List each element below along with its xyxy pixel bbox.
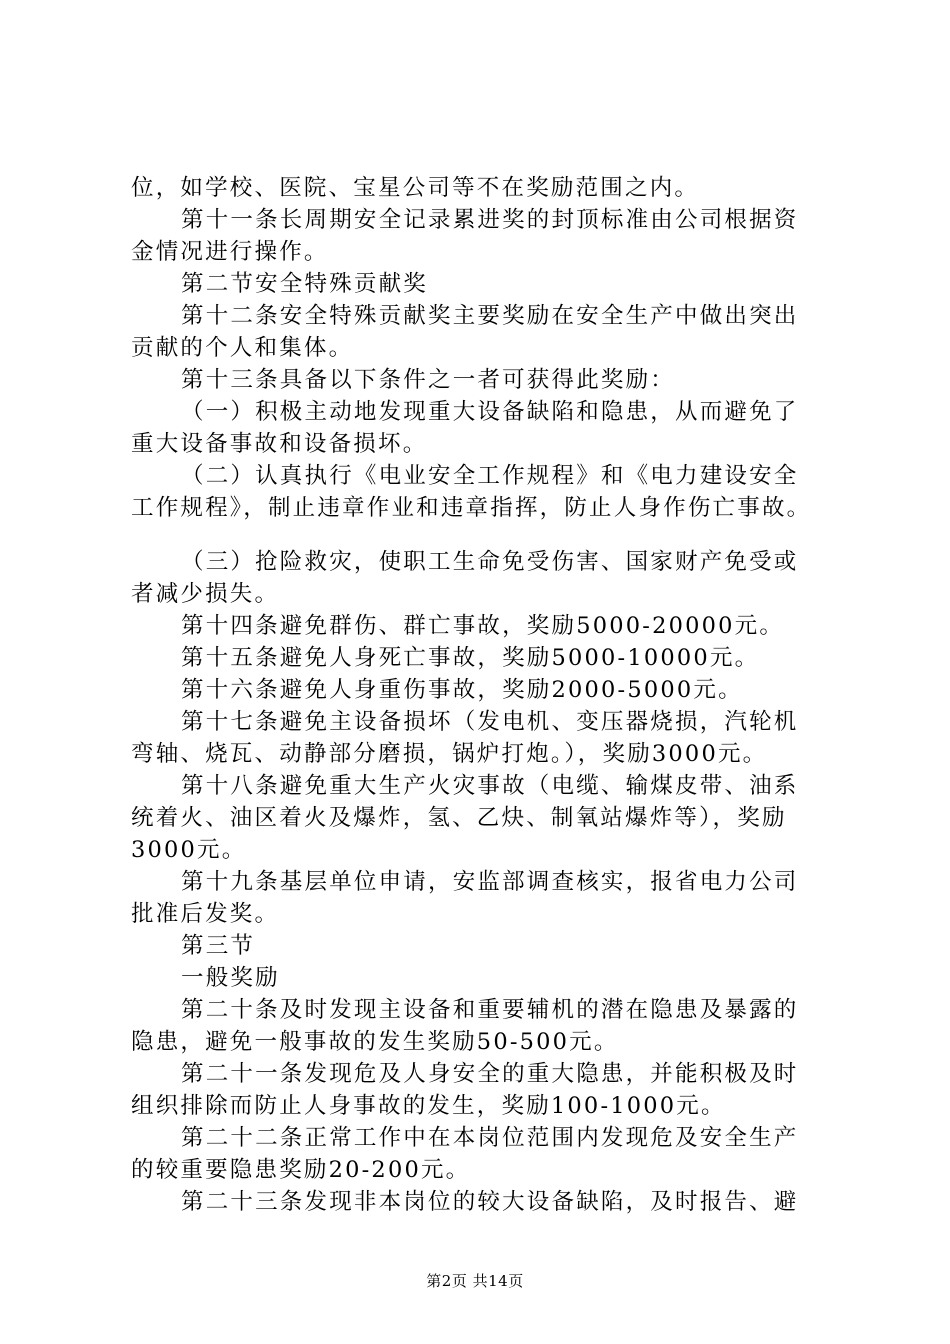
text-line: 第十六条避免人身重伤事故，奖励2000-5000元。: [181, 677, 743, 703]
text-line: 的较重要隐患奖励20-200元。: [131, 1157, 471, 1183]
section-heading: 一般奖励: [181, 965, 280, 991]
text-line: （一）积极主动地发现重大设备缺陷和隐患，从而避免了: [181, 399, 799, 425]
text-line: 第二十条及时发现主设备和重要辅机的潜在隐患及暴露的: [181, 997, 799, 1023]
text-line: 第十八条避免重大生产火灾事故（电缆、输煤皮带、油系: [181, 773, 799, 799]
document-body: [131, 172, 851, 1218]
text-line: 统着火、油区着火及爆炸，氢、乙炔、制氧站爆炸等），奖励: [131, 805, 787, 831]
text-line: 组织排除而防止人身事故的发生，奖励100-1000元。: [131, 1093, 726, 1119]
text-line: 第十五条避免人身死亡事故，奖励5000-10000元。: [181, 645, 760, 671]
text-line: 第十九条基层单位申请，安监部调查核实，报省电力公司: [181, 869, 799, 895]
text-line: 第二十三条发现非本岗位的较大设备缺陷，及时报告、避: [181, 1189, 799, 1215]
text-line: 第二十二条正常工作中在本岗位范围内发现危及安全生产: [181, 1125, 799, 1151]
section-heading: 第二节安全特殊贡献奖: [181, 271, 429, 297]
text-line: 第二十一条发现危及人身安全的重大隐患，并能积极及时: [181, 1061, 799, 1087]
text-line: 重大设备事故和设备损坏。: [131, 431, 428, 457]
text-line: 隐患，避免一般事故的发生奖励50-500元。: [131, 1029, 619, 1055]
text-line: 第十七条避免主设备损坏（发电机、变压器烧损，汽轮机: [181, 709, 799, 735]
paragraph-gap: [131, 524, 851, 546]
text-line: 金情况进行操作。: [131, 239, 329, 265]
text-line: 第十一条长周期安全记录累进奖的封顶标准由公司根据资: [181, 207, 799, 233]
text-line: 位，如学校、医院、宝星公司等不在奖励范围之内。: [131, 175, 700, 201]
text-line: （二）认真执行《电业安全工作规程》和《电力建设安全: [181, 463, 799, 489]
text-line: 工作规程》，制止违章作业和违章指挥，防止人身作伤亡事故。: [131, 495, 812, 521]
text-line: 3000元。: [131, 837, 247, 863]
text-line: 者减少损失。: [131, 581, 280, 607]
text-line: 第十四条避免群伤、群亡事故，奖励5000-20000元。: [181, 613, 785, 639]
text-line: 贡献的个人和集体。: [131, 335, 354, 361]
text-line: 第十三条具备以下条件之一者可获得此奖励：: [181, 367, 676, 393]
text-line: 第十二条安全特殊贡献奖主要奖励在安全生产中做出突出: [181, 303, 799, 329]
page-number-footer: 第2页 共14页: [426, 1272, 524, 1290]
section-heading: 第三节: [181, 933, 256, 959]
text-line: 弯轴、烧瓦、动静部分磨损，锅炉打炮。），奖励3000元。: [131, 741, 768, 767]
text-line: 批准后发奖。: [131, 901, 280, 927]
text-line: （三）抢险救灾，使职工生命免受伤害、国家财产免受或: [181, 549, 799, 575]
